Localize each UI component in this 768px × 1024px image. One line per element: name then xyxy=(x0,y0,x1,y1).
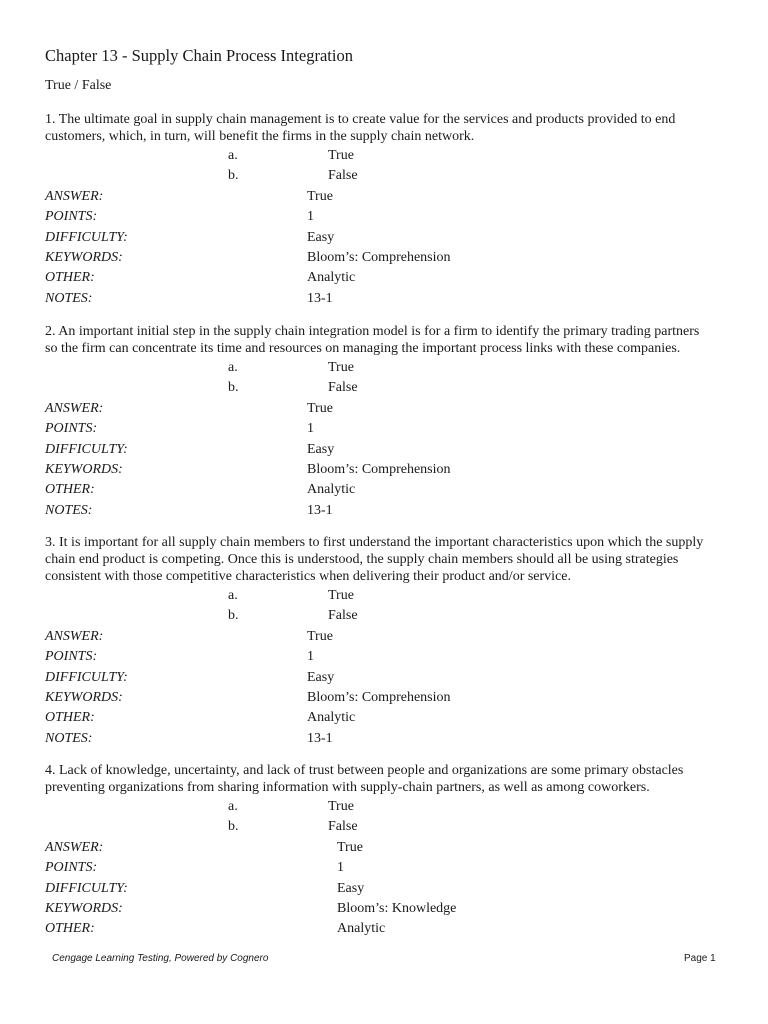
question-3 xyxy=(45,534,715,749)
points-value: 1 xyxy=(307,649,314,665)
other-row xyxy=(45,708,715,728)
points-row xyxy=(45,419,715,439)
notes-label: NOTES: xyxy=(45,502,93,518)
keywords-value: Bloom’s: Comprehension xyxy=(307,689,451,705)
option-text: True xyxy=(328,799,354,814)
notes-label: NOTES: xyxy=(45,290,93,306)
keywords-label: KEYWORDS: xyxy=(45,461,123,477)
answer-label: ANSWER: xyxy=(45,839,104,855)
option-b xyxy=(45,817,715,837)
section-label: True / False xyxy=(45,78,112,93)
points-label: POINTS: xyxy=(45,209,98,225)
keywords-label: KEYWORDS: xyxy=(45,249,123,265)
difficulty-value: Easy xyxy=(307,229,335,245)
difficulty-label: DIFFICULTY: xyxy=(45,441,128,457)
points-label: POINTS: xyxy=(45,649,98,665)
notes-row xyxy=(45,501,715,521)
footer-publisher: Cengage Learning Testing, Powered by Cognero xyxy=(52,953,269,964)
question-text: 4. Lack of knowledge, uncertainty, and lack of trust between people and organizations are some primary obstacles preventing organizations from sharing information with supply-chain partners, as well as among coworkers. xyxy=(45,763,684,795)
footer-page-number: Page 1 xyxy=(684,953,716,964)
answer-row xyxy=(45,838,715,858)
other-row xyxy=(45,480,715,500)
notes-value: 13-1 xyxy=(307,290,333,306)
other-label: OTHER: xyxy=(45,270,95,286)
keywords-row xyxy=(45,688,715,708)
keywords-value: Bloom’s: Comprehension xyxy=(307,461,451,477)
difficulty-row xyxy=(45,228,715,248)
chapter-title: Chapter 13 - Supply Chain Process Integration xyxy=(45,46,353,65)
points-row xyxy=(45,207,715,227)
answer-row xyxy=(45,187,715,207)
other-label: OTHER: xyxy=(45,921,95,937)
option-b xyxy=(45,378,715,398)
option-letter: a. xyxy=(228,360,238,375)
answer-label: ANSWER: xyxy=(45,628,104,644)
question-4 xyxy=(45,762,715,940)
option-text: False xyxy=(328,608,358,624)
option-letter: b. xyxy=(228,608,239,624)
answer-label: ANSWER: xyxy=(45,188,104,204)
difficulty-row xyxy=(45,440,715,460)
difficulty-value: Easy xyxy=(307,441,335,457)
difficulty-label: DIFFICULTY: xyxy=(45,669,128,685)
notes-row xyxy=(45,289,715,309)
notes-value: 13-1 xyxy=(307,502,333,518)
points-value: 1 xyxy=(307,209,314,225)
answer-value: True xyxy=(337,839,363,855)
question-2 xyxy=(45,323,715,521)
option-b xyxy=(45,606,715,626)
question-text: 3. It is important for all supply chain members to first understand the important characteristics upon which the supply chain end product is competing. Once this is understood, the supply chain members should all be using strategies consistent with those competitive characteristics when delivering their product and/or service. xyxy=(45,535,704,584)
option-text: False xyxy=(328,380,358,396)
question-text: 1. The ultimate goal in supply chain management is to create value for the services and products provided to end customers, which, in turn, will benefit the firms in the supply chain network. xyxy=(45,112,676,144)
answer-value: True xyxy=(307,628,333,644)
difficulty-value: Easy xyxy=(337,880,365,896)
difficulty-value: Easy xyxy=(307,669,335,685)
option-a xyxy=(45,146,715,166)
other-row xyxy=(45,268,715,288)
option-letter: b. xyxy=(228,819,239,835)
option-text: True xyxy=(328,360,354,375)
option-a xyxy=(45,358,715,378)
option-text: False xyxy=(328,168,358,184)
points-label: POINTS: xyxy=(45,860,98,876)
option-letter: a. xyxy=(228,148,238,163)
difficulty-row xyxy=(45,668,715,688)
other-value: Analytic xyxy=(307,270,356,286)
keywords-label: KEYWORDS: xyxy=(45,900,123,916)
points-value: 1 xyxy=(337,860,344,876)
option-text: True xyxy=(328,588,354,603)
answer-value: True xyxy=(307,400,333,416)
notes-label: NOTES: xyxy=(45,730,93,746)
keywords-value: Bloom’s: Knowledge xyxy=(337,900,457,916)
option-letter: b. xyxy=(228,380,239,396)
keywords-value: Bloom’s: Comprehension xyxy=(307,249,451,265)
other-value: Analytic xyxy=(307,710,356,726)
option-a xyxy=(45,586,715,606)
answer-label: ANSWER: xyxy=(45,400,104,416)
other-label: OTHER: xyxy=(45,482,95,498)
keywords-row xyxy=(45,460,715,480)
keywords-label: KEYWORDS: xyxy=(45,689,123,705)
option-letter: a. xyxy=(228,799,238,814)
question-1 xyxy=(45,111,715,309)
answer-row xyxy=(45,399,715,419)
notes-value: 13-1 xyxy=(307,730,333,746)
option-letter: b. xyxy=(228,168,239,184)
option-letter: a. xyxy=(228,588,238,603)
notes-row xyxy=(45,729,715,749)
difficulty-label: DIFFICULTY: xyxy=(45,229,128,245)
points-row xyxy=(45,647,715,667)
points-row xyxy=(45,858,715,878)
answer-row xyxy=(45,627,715,647)
points-value: 1 xyxy=(307,421,314,437)
question-text: 2. An important initial step in the supply chain integration model is for a firm to identify the primary trading partners so the firm can concentrate its time and resources on managing the important process links with these companies. xyxy=(45,324,700,356)
option-a xyxy=(45,797,715,817)
points-label: POINTS: xyxy=(45,421,98,437)
other-value: Analytic xyxy=(307,482,356,498)
answer-value: True xyxy=(307,188,333,204)
option-text: True xyxy=(328,148,354,163)
other-label: OTHER: xyxy=(45,710,95,726)
keywords-row xyxy=(45,899,715,919)
difficulty-row xyxy=(45,879,715,899)
other-row xyxy=(45,919,715,939)
difficulty-label: DIFFICULTY: xyxy=(45,880,128,896)
other-value: Analytic xyxy=(337,921,386,937)
option-text: False xyxy=(328,819,358,835)
keywords-row xyxy=(45,248,715,268)
option-b xyxy=(45,166,715,186)
